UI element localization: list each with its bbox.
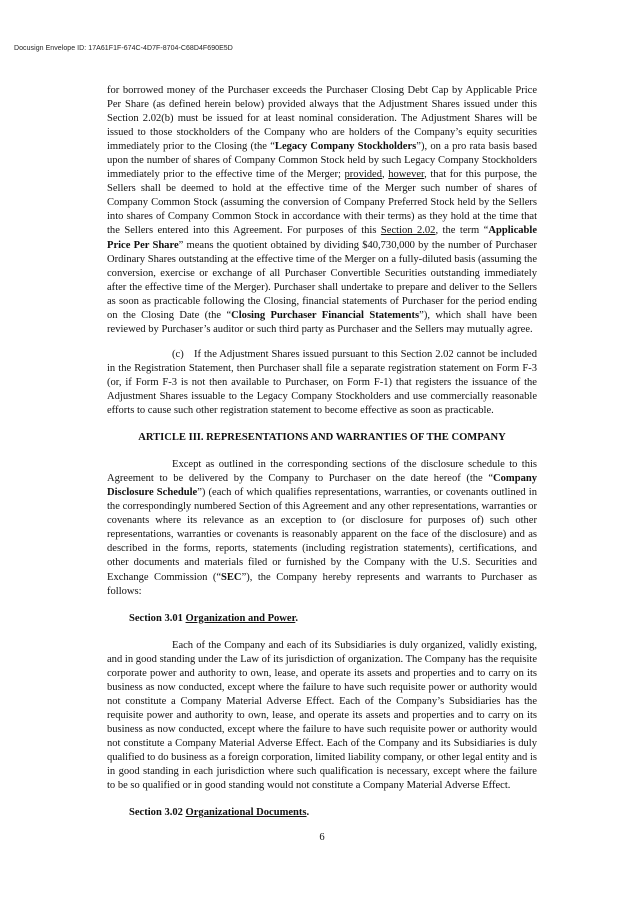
section-period: . [306, 807, 310, 819]
section-reference: Section 2.02 [380, 225, 436, 237]
section-heading-3-01 [107, 612, 537, 626]
article-heading: ARTICLE III. REPRESENTATIONS AND WARRANTIES OF THE COMPANY [138, 432, 506, 444]
subsection-marker: (c) [172, 348, 184, 360]
section-period: . [295, 612, 298, 624]
section-title: Organizational Documents [185, 807, 307, 819]
text-run: , the term “ [435, 225, 489, 237]
section-number: Section 3.01 [129, 612, 183, 624]
paragraph-subsection-c [107, 348, 537, 418]
page-number: 6 [319, 832, 325, 844]
text-run: ”), on a pro rata basis based upon the number of shares of Company Common Stock held by such Legacy Company Stockholders immediately prior to the effective time of the Merger; [107, 141, 537, 181]
document-page [107, 84, 537, 845]
text-run: Each of the Company and each of its Subsidiaries is duly organized, validly existing, and in good standing under the Law of its jurisdiction of organization. The Company has the requisite corporate power and authority to own, lease, and operate its assets and properties and to carry on its business as now conducted, except where the failure to have such requisite power or authority would not constitute a Company Material Adverse Effect. Each of the Company’s Subsidiaries has the requisite power and authority to own, lease, and operate its assets and properties and to carry on its business as now conducted, except where the failure to have such requisite power or authority would not constitute a Company Material Adverse Effect. Each of the Company and its Subsidiaries is duly qualified to do business as a foreign corporation, limited liability company, or other legal entity and is in good standing in each jurisdiction where such qualification is necessary, except where the failure to be so qualified or in good standing would not constitute a Company Material Adverse Effect. [107, 639, 537, 792]
underlined-however: however [388, 169, 425, 181]
section-heading-3-02 [107, 806, 537, 820]
defined-term-company-disclosure-schedule: Company Disclosure Schedule [107, 473, 537, 499]
text-run: ” means the quotient obtained by dividing $40,730,000 by the number of Purchaser Ordinary Shares outstanding at the effective time of the Merger on a fully-diluted basis (assuming the conversion, exercise or exchange of all Purchaser Convertible Securities outstanding immediately after the effective time of the Merger). Purchaser shall undertake to prepare and deliver to the Sellers as soon as practicable following the Closing, financial statements of Purchaser for the period ending on the Closing Date (the “ [107, 239, 538, 321]
text-run: ”), the Company hereby represents and warrants to Purchaser as follows: [107, 571, 537, 597]
defined-term-closing-purchaser-financial-statements: Closing Purchaser Financial Statements [231, 309, 420, 321]
defined-term-sec: SEC [221, 571, 242, 583]
text-run: for borrowed money of the Purchaser exceeds the Purchaser Closing Debt Cap by Applicable Price Per Share (as defined herein below) provided always that the Adjustment Shares issued under this Section 2.02(b) must be issued for at least nominal consideration. The Adjustment Shares will be issued to those stockholders of the Company who are holders of the Company’s equity securities immediately prior to the Closing (the “ [107, 85, 537, 153]
text-run: If the Adjustment Shares issued pursuant to this Section 2.02 cannot be included in the Registration Statement, then Purchaser shall file a separate registration statement on Form F-3 (or, if Form F-3 is not then available to Purchaser, on Form F-1) that registers the issuance of the Adjustment Shares issuable to the Legacy Company Stockholders and use commercially reasonable efforts to cause such other registration statement to become effective as soon as practicable. [107, 348, 537, 417]
section-title: Organization and Power [185, 612, 296, 624]
text-run: , [382, 169, 389, 181]
text-run: ”), which shall have been reviewed by Purchaser’s auditor or such third party as Purchaser and the Sellers may mutually agree. [107, 309, 537, 335]
paragraph-adjustment-shares [107, 84, 537, 337]
paragraph-organization-and-power [107, 639, 537, 794]
underlined-provided: provided [344, 169, 383, 181]
defined-term-legacy-company-stockholders: Legacy Company Stockholders [274, 141, 417, 153]
text-run: ”) (each of which qualifies representations, warranties, or covenants outlined in the correspondingly numbered Section of this Agreement and any other representations, warranties or covenants where its relevance as an exception to (or disclosure for purposes of) such other representations, warranties or covenants is reasonably apparent on the face of the disclosure) and as described in the forms, reports, statements (including registration statements), certifications, and other documents and materials filed or furnished by the Company with the U.S. Securities and Exchange Commission (“ [107, 487, 537, 583]
docusign-envelope-id: Docusign Envelope ID: 17A61F1F-674C-4D7F-8704-C68D4F690E5D [14, 45, 233, 52]
text-run: , that for this purpose, the Sellers shall be deemed to hold at the effective time of the Merger such number of shares of Company Common Stock (assuming the conversion of Company Preferred Stock held by the Sellers into shares of Company Common Stock in accordance with their terms) as they hold at the time that the Sellers entered into this Agreement. For purposes of this [107, 169, 537, 237]
paragraph-article-intro [107, 458, 537, 598]
text-run: Except as outlined in the corresponding sections of the disclosure schedule to this Agreement to be delivered by the Company to Purchaser on the date hereof (the “ [107, 459, 537, 485]
defined-term-applicable-price-per-share: Applicable Price Per Share [107, 225, 538, 251]
section-number: Section 3.02 [129, 807, 183, 819]
